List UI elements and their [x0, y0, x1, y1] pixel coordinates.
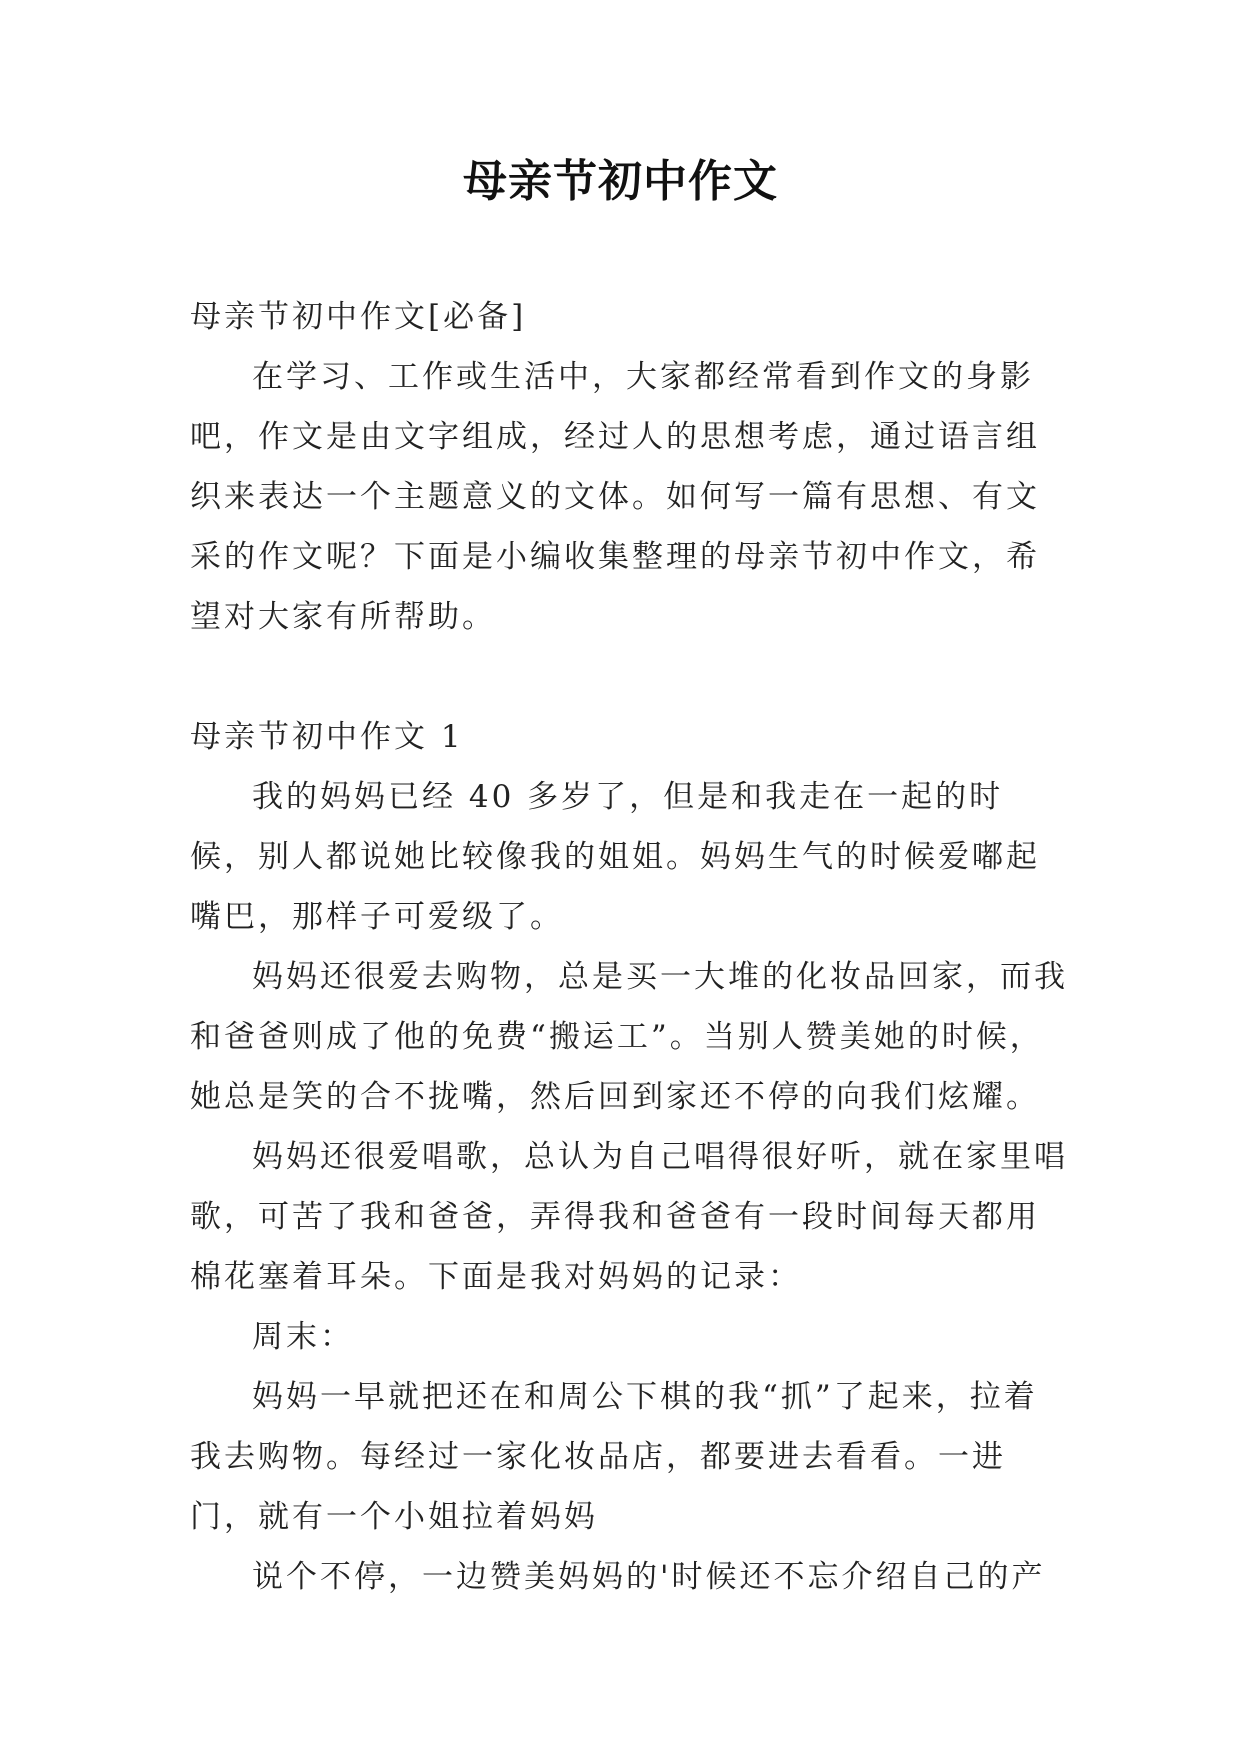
body-paragraph: 妈妈还很爱唱歌，总认为自己唱得很好听，就在家里唱歌，可苦了我和爸爸，弄得我和爸爸有一段时间每天都用棉花塞着耳朵。下面是我对妈妈的记录：: [190, 1139, 1068, 1295]
body-paragraph: 我的妈妈已经 40 多岁了，但是和我走在一起的时候，别人都说她比较像我的姐姐。妈妈生气的时候爱嘟起嘴巴，那样子可爱级了。: [190, 779, 1040, 935]
section-heading: 母亲节初中作文 1: [190, 719, 464, 755]
body-paragraph: 周末：: [252, 1319, 354, 1355]
intro-paragraph: 在学习、工作或生活中，大家都经常看到作文的身影吧，作文是由文字组成，经过人的思想考虑，通过语言组织来表达一个主题意义的文体。如何写一篇有思想、有文采的作文呢？下面是小编收集整理的母亲节初中作文，希望对大家有所帮助。: [190, 359, 1040, 635]
document-body: [190, 287, 1070, 1607]
body-paragraph: 妈妈一早就把还在和周公下棋的我“抓”了起来，拉着我去购物。每经过一家化妆品店，都要进去看看。一进门，就有一个小姐拉着妈妈: [190, 1379, 1038, 1535]
body-paragraph: 说个不停，一边赞美妈妈的'时候还不忘介绍自己的产: [252, 1559, 1046, 1595]
document-title: 母亲节初中作文: [463, 156, 778, 207]
document-subtitle: 母亲节初中作文[必备]: [190, 299, 527, 335]
body-paragraph: 妈妈还很爱去购物，总是买一大堆的化妆品回家，而我和爸爸则成了他的免费“搬运工”。当别人赞美她的时候，她总是笑的合不拢嘴，然后回到家还不停的向我们炫耀。: [190, 959, 1068, 1115]
